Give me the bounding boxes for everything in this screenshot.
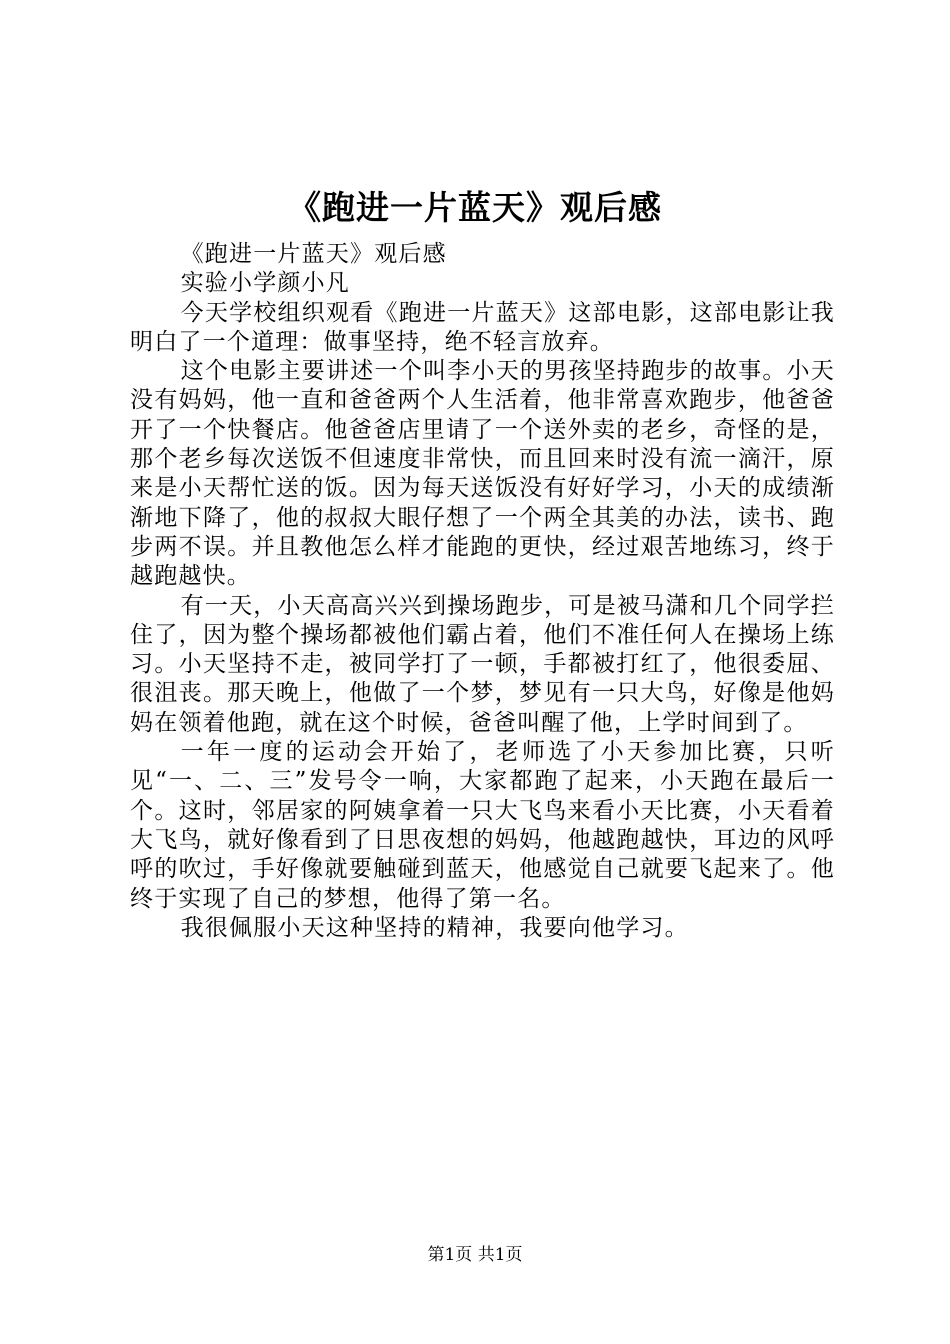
paragraph-subtitle: 《跑进一片蓝天》观后感 <box>180 241 447 267</box>
document-body <box>130 240 835 943</box>
paragraph-author: 实验小学颜小凡 <box>180 270 350 297</box>
page-footer: 第1页 共1页 <box>427 1245 523 1265</box>
paragraph-conclusion: 我很佩服小天这种坚持的精神，我要向他学习。 <box>180 914 689 941</box>
document-title: 《跑进一片蓝天》观后感 <box>288 188 662 227</box>
paragraph-race: 一年一度的运动会开始了，老师选了小天参加比赛，只听见“一、二、三”发号令一响，大家都跑了起来，小天跑在最后一个。这时，邻居家的阿姨拿着一只大飞鸟来看小天比赛，小天看着大飞鸟，就好像看到了日思夜想的妈妈，他越跑越快，耳边的风呼呼的吹过，手好像就要触碰到蓝天，他感觉自己就要飞起来了。他终于实现了自己的梦想，他得了第一名。 <box>130 739 835 912</box>
paragraph-story: 这个电影主要讲述一个叫李小天的男孩坚持跑步的故事。小天没有妈妈，他一直和爸爸两个人生活着，他非常喜欢跑步，他爸爸开了一个快餐店。他爸爸店里请了一个送外卖的老乡，奇怪的是，那个老乡每次送饭不但速度非常快，而且回来时没有流一滴汗，原来是小天帮忙送的饭。因为每天送饭没有好好学习，小天的成绩渐渐地下降了，他的叔叔大眼仔想了一个两全其美的办法，读书、跑步两不误。并且教他怎么样才能跑的更快，经过艰苦地练习，终于越跑越快。 <box>130 358 835 590</box>
paragraph-conflict: 有一天，小天高高兴兴到操场跑步，可是被马潇和几个同学拦住了，因为整个操场都被他们霸占着，他们不准任何人在操场上练习。小天坚持不走，被同学打了一顿，手都被打红了，他很委屈、很沮丧。那天晚上，他做了一个梦，梦见有一只大鸟，好像是他妈妈在领着他跑，就在这个时候，爸爸叫醒了他，上学时间到了。 <box>130 592 835 736</box>
paragraph-intro: 今天学校组织观看《跑进一片蓝天》这部电影，这部电影让我明白了一个道理：做事坚持，绝不轻言放弃。 <box>130 299 835 355</box>
